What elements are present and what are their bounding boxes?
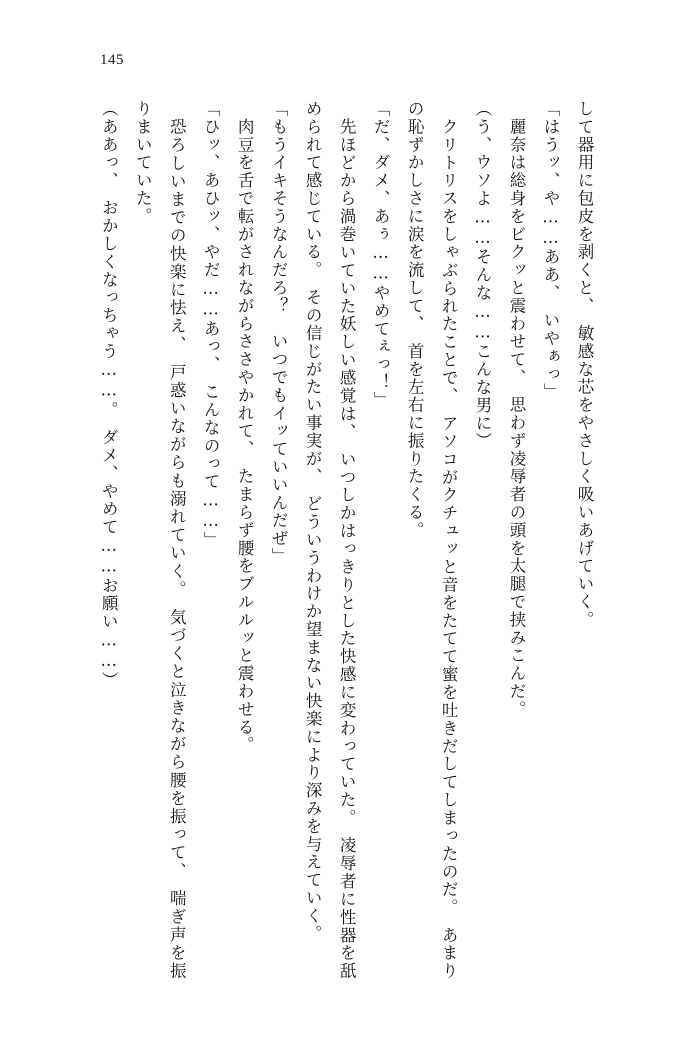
paragraph: して器用に包皮を剥くと、 敏感な芯をやさしく吸いあげていく。	[575, 100, 594, 629]
paragraph: 肉豆を舌で転がされながらささやかれて、 たまらず腰をブルルッと震わせる。	[235, 100, 255, 755]
paragraph: 麗奈は総身をビクッと震わせて、 思わず凌辱者の頭を太腿で挟みこんだ。	[507, 100, 527, 719]
paragraph: 先ほどから渦巻いていた妖しい感覚は、 いつしかはっきりとした快感に変わっていた。 凌辱者に性器を舐められて感じている。 その信じがたい事実が、 どういうわけか望まない快楽により深みを与えていく。	[303, 100, 357, 980]
paragraph: 「はうッ、や……ああ、 いやぁっ」	[541, 100, 561, 402]
paragraph: クリトリスをしゃぶられたことで、 アソコがクチュッと音をたてて蜜を吐きだしてしまったのだ。 あまりの恥ずかしさに涙を流して、 首を左右に振りたくる。	[405, 100, 459, 980]
paragraph: 「だ、ダメ、あぅ……やめてぇっ！」	[371, 100, 391, 410]
paragraph: 「もうイキそうなんだろ？ いつでもイッていいんだぜ」	[269, 100, 289, 566]
page-body	[100, 100, 601, 980]
paragraph: 恐ろしいまでの快楽に怯え、 戸惑いながらも溺れていく。 気づくと泣きながら腰を振って、 喘ぎ声を振りまいていた。	[133, 100, 187, 980]
paragraph: 「ひッ、あひッ、やだ……あっ、 こんなのって……」	[201, 100, 221, 550]
paragraph: （う、ウソよ……そんな……こんな男に）	[473, 100, 493, 451]
paragraph: （ああっ、 おかしくなっちゃう……。 ダメ、やめて……お願い……）	[99, 100, 119, 690]
page-number: 145	[100, 52, 124, 68]
